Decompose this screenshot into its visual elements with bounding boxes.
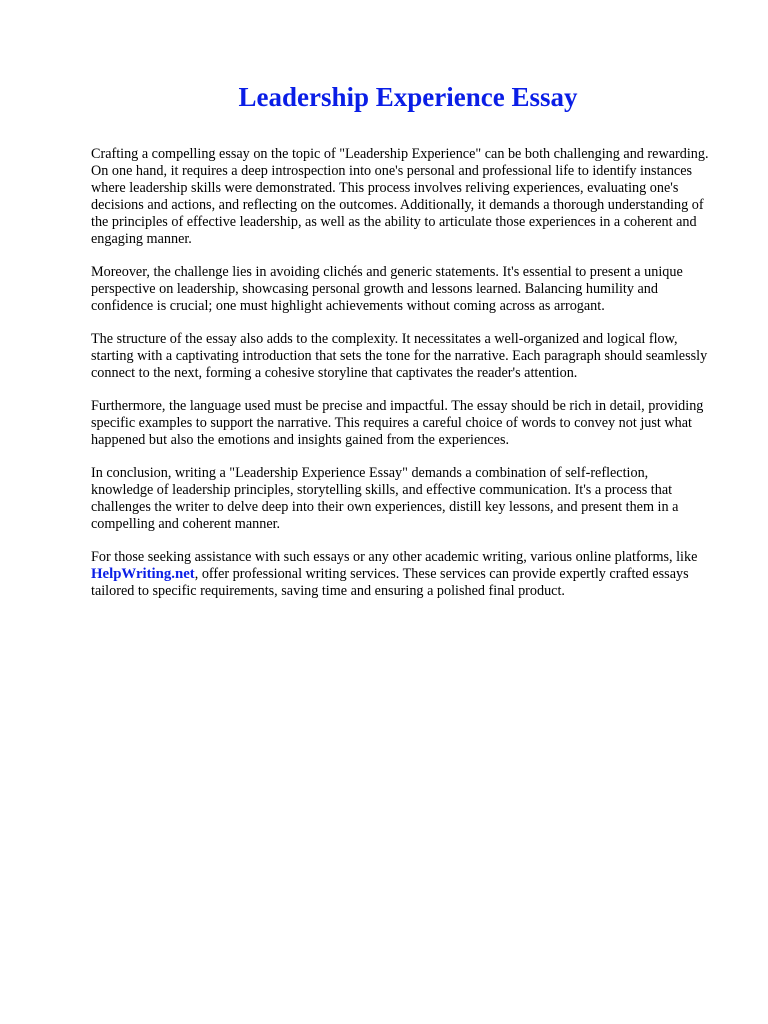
page-title: Leadership Experience Essay xyxy=(238,82,578,112)
paragraph-1: Crafting a compelling essay on the topic of "Leadership Experience" can be both challenging and rewarding. On one hand, it requires a deep introspection into one's personal and professional life to identify instances where leadership skills were demonstrated. This process involves reliving experiences, evaluating one's decisions and actions, and reflecting on the outcomes. Additionally, it demands a thorough understanding of the principles of effective leadership, as well as the ability to articulate those experiences in a coherent and engaging manner. xyxy=(91,146,709,247)
essay-body xyxy=(91,146,713,616)
helpwriting-link[interactable]: HelpWriting.net xyxy=(91,566,195,582)
paragraph-5: In conclusion, writing a "Leadership Experience Essay" demands a combination of self-reflection, knowledge of leadership principles, storytelling skills, and effective communication. It's a process that challenges the writer to delve deep into their own experiences, distill key lessons, and present them in a compelling and coherent manner. xyxy=(91,465,679,532)
paragraph-2: Moreover, the challenge lies in avoiding clichés and generic statements. It's essential to present a unique perspective on leadership, showcasing personal growth and lessons learned. Balancing humility and confidence is crucial; one must highlight achievements without coming across as arrogant. xyxy=(91,264,683,314)
paragraph-6-before-link: For those seeking assistance with such essays or any other academic writing, various online platforms, like xyxy=(91,549,698,565)
paragraph-6 xyxy=(91,549,713,600)
paragraph-3: The structure of the essay also adds to the complexity. It necessitates a well-organized and logical flow, starting with a captivating introduction that sets the tone for the narrative. Each paragraph should seamlessly connect to the next, forming a cohesive storyline that captivates the reader's attention. xyxy=(91,331,708,381)
paragraph-6-after-link: , offer professional writing services. These services can provide expertly crafted essays tailored to specific requirements, saving time and ensuring a polished final product. xyxy=(91,566,689,599)
paragraph-4: Furthermore, the language used must be precise and impactful. The essay should be rich in detail, providing specific examples to support the narrative. This requires a careful choice of words to convey not just what happened but also the emotions and insights gained from the experiences. xyxy=(91,398,704,448)
